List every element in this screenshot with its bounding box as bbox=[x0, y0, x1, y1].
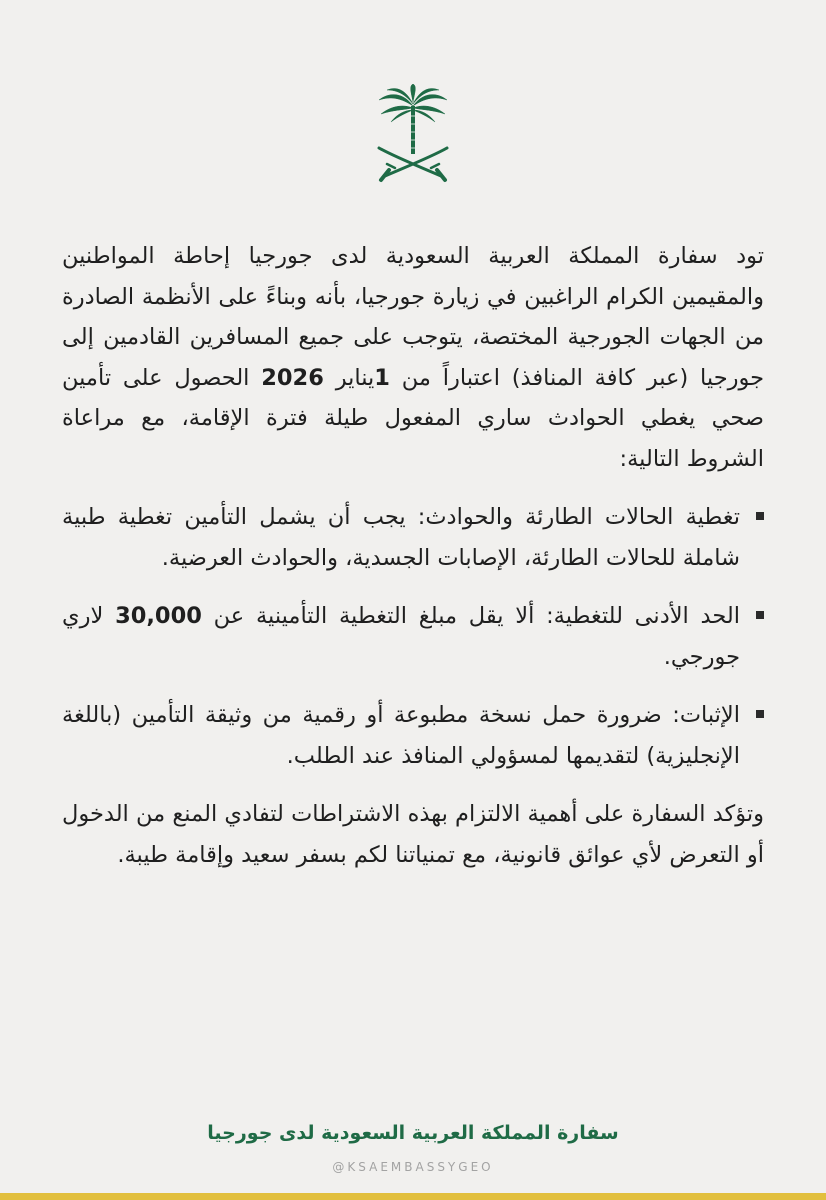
intro-text-end: الحصول على تأمين صحي يغطي الحوادث ساري المفعول طيلة فترة الإقامة، مع مراعاة الشروط التالية: bbox=[62, 364, 764, 472]
condition-item-emergency-coverage bbox=[62, 497, 764, 578]
gold-bottom-bar bbox=[0, 1193, 826, 1200]
intro-paragraph bbox=[62, 236, 764, 479]
condition-text-end: لاري جورجي. bbox=[62, 603, 740, 670]
date-year: 2026 bbox=[261, 364, 324, 391]
intro-text-start: تود سفارة المملكة العربية السعودية لدى جورجيا إحاطة المواطنين والمقيمين الكرام الراغبين في زيارة جورجيا، بأنه وبناءً على الأنظمة الصادرة من الجهات الجورجية المختصة، يتوجب على جميع المسافرين القادمين إلى جورجيا (عبر كافة المنافذ) اعتباراً من bbox=[62, 243, 765, 391]
condition-text: تغطية الحالات الطارئة والحوادث: يجب أن يشمل التأمين تغطية طبية شاملة للحالات الطارئة، الإصابات الجسدية، والحوادث العرضية. bbox=[62, 504, 740, 571]
condition-item-proof bbox=[62, 695, 764, 776]
coverage-amount: 30,000 bbox=[115, 603, 202, 629]
bullet-square-icon bbox=[756, 512, 764, 520]
date-month: يناير bbox=[335, 364, 375, 391]
bullet-square-icon bbox=[756, 611, 764, 619]
condition-text-start: الحد الأدنى للتغطية: ألا يقل مبلغ التغطية التأمينية عن bbox=[201, 603, 740, 629]
condition-text: الإثبات: ضرورة حمل نسخة مطبوعة أو رقمية من وثيقة التأمين (باللغة الإنجليزية) لتقديمها لمسؤولي المنافذ عند الطلب. bbox=[62, 702, 740, 769]
date-day: 1 bbox=[374, 364, 390, 391]
embassy-signature: سفارة المملكة العربية السعودية لدى جورجيا bbox=[207, 1122, 619, 1144]
closing-paragraph: وتؤكد السفارة على أهمية الالتزام بهذه الاشتراطات لتفادي المنع من الدخول أو التعرض لأي عوائق قانونية، مع تمنياتنا لكم بسفر سعيد وإقامة طيبة. bbox=[62, 801, 764, 868]
conditions-list bbox=[62, 497, 764, 776]
condition-item-minimum-coverage bbox=[62, 596, 764, 677]
announcement-body bbox=[62, 236, 764, 875]
social-handle: @KSAEMBASSYGEO bbox=[332, 1160, 494, 1174]
saudi-palm-swords-emblem-icon bbox=[373, 84, 453, 184]
bullet-square-icon bbox=[756, 710, 764, 718]
